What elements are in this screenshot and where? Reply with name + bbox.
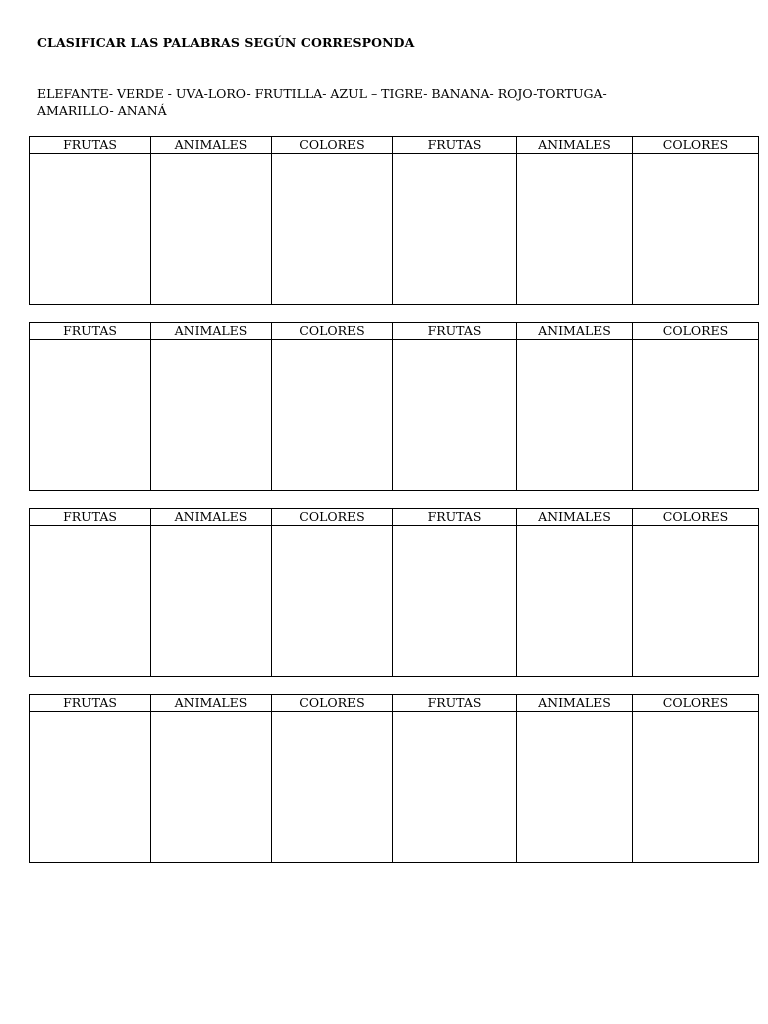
answer-row: [30, 526, 759, 677]
header-colores: COLORES: [633, 695, 759, 712]
answer-cell[interactable]: [30, 526, 151, 677]
classification-table-2: [29, 322, 759, 491]
header-animales: ANIMALES: [517, 509, 633, 526]
answer-cell[interactable]: [272, 340, 393, 491]
answer-row: [30, 712, 759, 863]
word-list: [37, 85, 737, 119]
header-frutas: FRUTAS: [30, 323, 151, 340]
table-header-row: [30, 323, 759, 340]
answer-row: [30, 340, 759, 491]
worksheet-title: CLASIFICAR LAS PALABRAS SEGÚN CORRESPONDA: [37, 35, 415, 50]
header-animales: ANIMALES: [517, 695, 633, 712]
answer-cell[interactable]: [151, 526, 272, 677]
answer-cell[interactable]: [30, 154, 151, 305]
header-animales: ANIMALES: [517, 137, 633, 154]
header-frutas: FRUTAS: [30, 509, 151, 526]
header-animales: ANIMALES: [151, 323, 272, 340]
answer-cell[interactable]: [272, 712, 393, 863]
answer-cell[interactable]: [517, 154, 633, 305]
answer-cell[interactable]: [393, 526, 517, 677]
header-colores: COLORES: [272, 323, 393, 340]
answer-cell[interactable]: [30, 712, 151, 863]
table-header-row: [30, 695, 759, 712]
answer-cell[interactable]: [393, 340, 517, 491]
header-colores: COLORES: [272, 509, 393, 526]
header-frutas: FRUTAS: [393, 137, 517, 154]
answer-cell[interactable]: [633, 526, 759, 677]
table-header-row: [30, 509, 759, 526]
header-frutas: FRUTAS: [30, 695, 151, 712]
header-colores: COLORES: [633, 509, 759, 526]
classification-table-1: [29, 136, 759, 305]
answer-cell[interactable]: [517, 526, 633, 677]
answer-cell[interactable]: [633, 154, 759, 305]
answer-cell[interactable]: [151, 712, 272, 863]
header-frutas: FRUTAS: [30, 137, 151, 154]
header-frutas: FRUTAS: [393, 509, 517, 526]
header-frutas: FRUTAS: [393, 323, 517, 340]
header-animales: ANIMALES: [151, 509, 272, 526]
answer-cell[interactable]: [633, 340, 759, 491]
word-list-line-2: AMARILLO- ANANÁ: [37, 103, 167, 118]
header-colores: COLORES: [272, 695, 393, 712]
word-list-line-1: ELEFANTE- VERDE - UVA-LORO- FRUTILLA- AZUL – TIGRE- BANANA- ROJO-TORTUGA-: [37, 86, 607, 101]
answer-cell[interactable]: [272, 154, 393, 305]
header-colores: COLORES: [272, 137, 393, 154]
answer-cell[interactable]: [393, 154, 517, 305]
header-animales: ANIMALES: [151, 137, 272, 154]
answer-cell[interactable]: [633, 712, 759, 863]
classification-table-4: [29, 694, 759, 863]
answer-cell[interactable]: [151, 154, 272, 305]
answer-row: [30, 154, 759, 305]
header-animales: ANIMALES: [517, 323, 633, 340]
answer-cell[interactable]: [30, 340, 151, 491]
answer-cell[interactable]: [517, 712, 633, 863]
header-colores: COLORES: [633, 137, 759, 154]
classification-table-3: [29, 508, 759, 677]
header-frutas: FRUTAS: [393, 695, 517, 712]
answer-cell[interactable]: [272, 526, 393, 677]
header-colores: COLORES: [633, 323, 759, 340]
answer-cell[interactable]: [393, 712, 517, 863]
answer-cell[interactable]: [151, 340, 272, 491]
answer-cell[interactable]: [517, 340, 633, 491]
header-animales: ANIMALES: [151, 695, 272, 712]
table-header-row: [30, 137, 759, 154]
